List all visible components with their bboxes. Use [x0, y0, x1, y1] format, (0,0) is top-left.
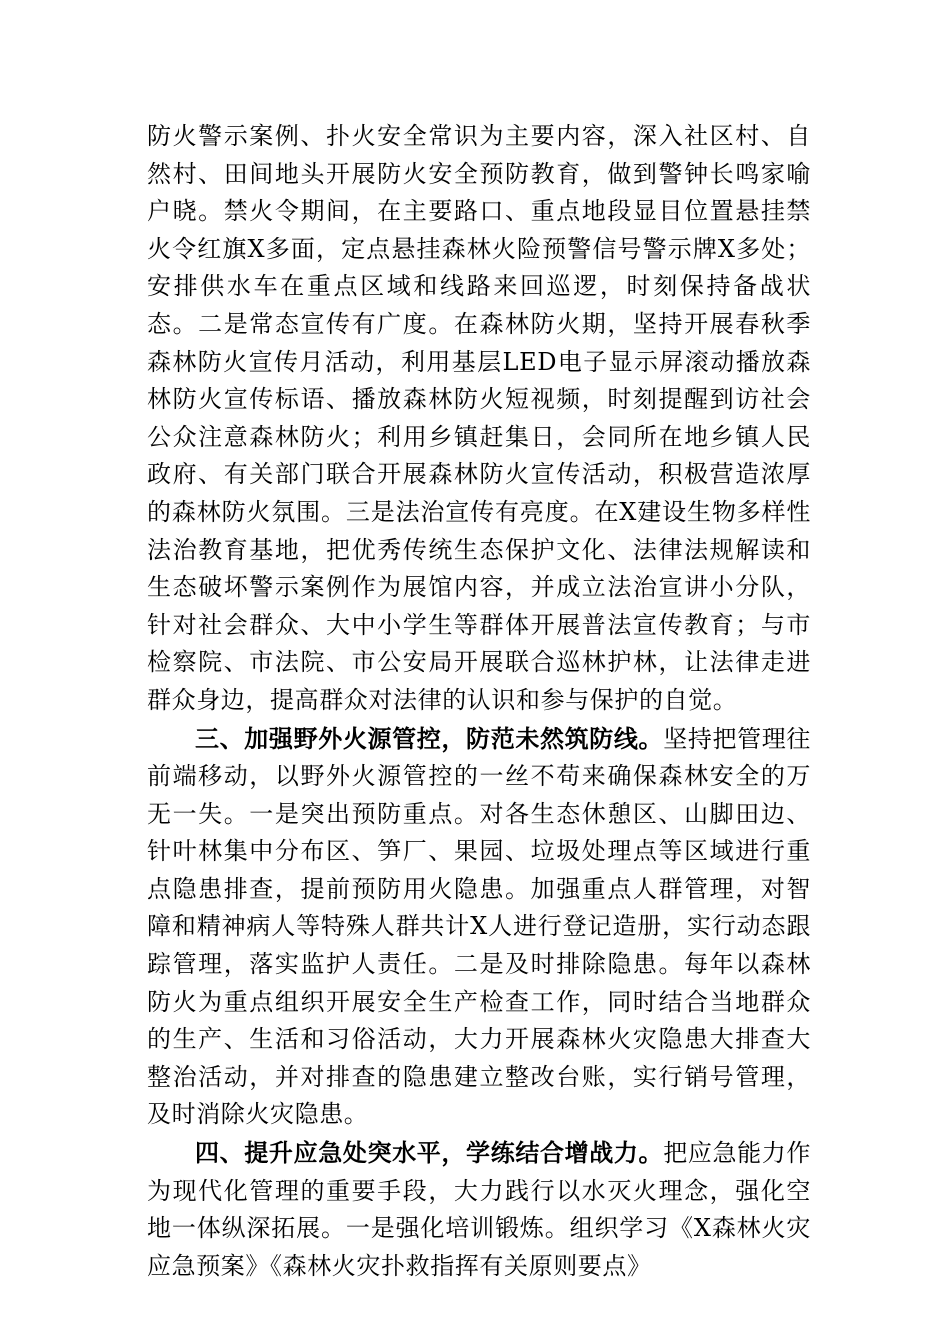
- document-body: [147, 118, 811, 1285]
- section-heading: 三、加强野外火源管控，防范未然筑防线。: [195, 723, 664, 753]
- paragraph-section-four: [147, 1134, 811, 1285]
- paragraph-text: 防火警示案例、扑火安全常识为主要内容，深入社区村、自然村、田间地头开展防火安全预防教育，做到警钟长鸣家喻户晓。禁火令期间，在主要路口、重点地段显目位置悬挂禁火令红旗X多面，定点悬挂森林火险预警信号警示牌X多处；安排供水车在重点区域和线路来回巡逻，时刻保持备战状态。二是常态宣传有广度。在森林防火期，坚持开展春秋季森林防火宣传月活动，利用基层LED电子显示屏滚动播放森林防火宣传标语、播放森林防火短视频，时刻提醒到访社会公众注意森林防火；利用乡镇赶集日，会同所在地乡镇人民政府、有关部门联合开展森林防火宣传活动，积极营造浓厚的森林防火氛围。三是法治宣传有亮度。在X建设生物多样性法治教育基地，把优秀传统生态保护文化、法律法规解读和生态破坏警示案例作为展馆内容，并成立法治宣讲小分队，针对社会群众、大中小学生等群体开展普法宣传教育；与市检察院、市法院、市公安局开展联合巡林护林，让法律走进群众身边，提高群众对法律的认识和参与保护的自觉。: [147, 122, 811, 714]
- paragraph-text: 坚持把管理往前端移动，以野外火源管控的一丝不苟来确保森林安全的万无一失。一是突出预防重点。对各生态休憩区、山脚田边、针叶林集中分布区、笋厂、果园、垃圾处理点等区域进行重点隐患排查，提前预防用火隐患。加强重点人群管理，对智障和精神病人等特殊人群共计X人进行登记造册，实行动态跟踪管理，落实监护人责任。二是及时排除隐患。每年以森林防火为重点组织开展安全生产检查工作，同时结合当地群众的生产、生活和习俗活动，大力开展森林火灾隐患大排查大整治活动，并对排查的隐患建立整改台账，实行销号管理，及时消除火灾隐患。: [147, 724, 811, 1129]
- paragraph-text: 把应急能力作为现代化管理的重要手段，大力践行以水灭火理念，强化空地一体纵深拓展。一是强化培训锻炼。组织学习《X森林火灾应急预案》《森林火灾扑救指挥有关原则要点》: [147, 1139, 811, 1280]
- paragraph-section-three: [147, 720, 811, 1135]
- paragraph-continuation: [147, 118, 811, 720]
- section-heading: 四、提升应急处突水平，学练结合增战力。: [195, 1138, 664, 1168]
